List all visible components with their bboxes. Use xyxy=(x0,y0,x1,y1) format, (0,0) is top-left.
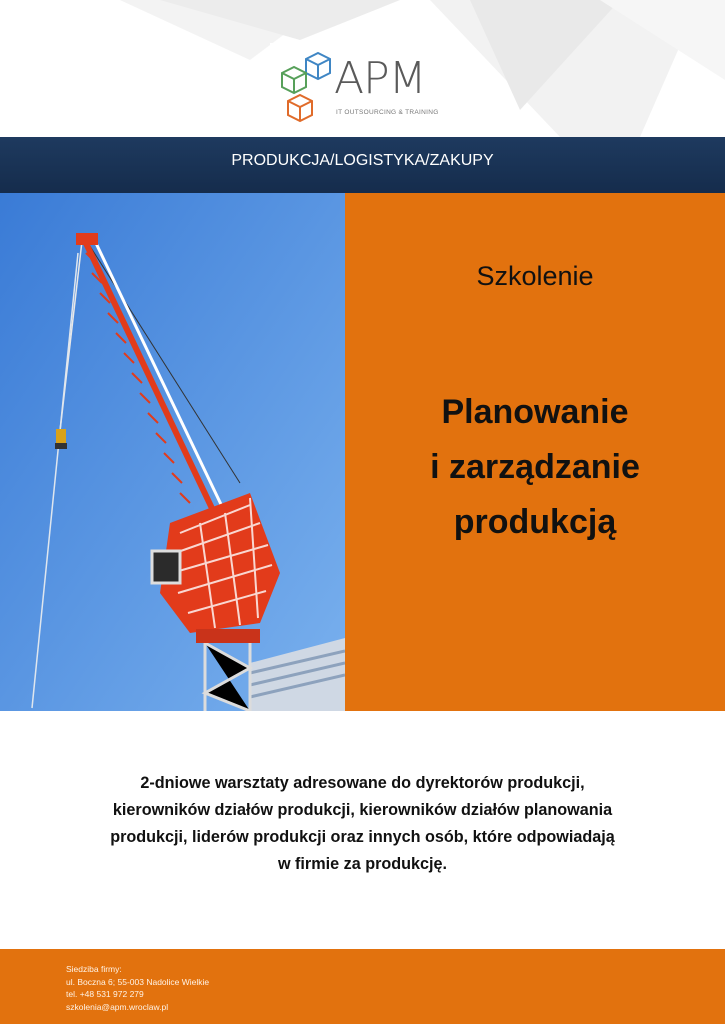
address-heading: Siedziba firmy: xyxy=(66,964,122,974)
cube-logo-icon xyxy=(276,51,338,131)
apm-logo xyxy=(270,43,443,137)
description-line: kierowników działów produkcji, kierowników działów planowania xyxy=(112,801,613,819)
address-street: ul. Boczna 6; 55-003 Nadolice Wielkie xyxy=(66,976,210,987)
email-link[interactable]: szkolenia@apm.wroclaw.pl xyxy=(66,1001,169,1012)
description-line: 2-dniowe warsztaty adresowane do dyrektorów produkcji, xyxy=(140,774,585,792)
crane-photo xyxy=(0,193,345,711)
description-line: w firmie za produkcję. xyxy=(277,855,448,873)
title-line-1: Planowanie xyxy=(441,393,629,431)
course-description xyxy=(60,770,665,878)
course-title xyxy=(345,385,725,550)
description-line: produkcji, liderów produkcji oraz innych osób, które odpowiadają xyxy=(110,828,615,846)
logo-wordmark: APM xyxy=(334,53,426,104)
training-kicker: Szkolenie xyxy=(476,261,594,291)
company-address xyxy=(66,963,209,1013)
footer xyxy=(0,949,725,1024)
logo-tagline: IT OUTSOURCING & TRAINING xyxy=(336,109,439,116)
title-panel xyxy=(345,193,725,711)
title-line-2: i zarządzanie xyxy=(430,448,640,486)
title-line-3: produkcją xyxy=(453,503,617,541)
phone-number: tel. +48 531 972 279 xyxy=(66,989,144,999)
category-label: PRODUKCJA/LOGISTYKA/ZAKUPY xyxy=(231,152,494,169)
crane-illustration xyxy=(0,193,345,711)
category-bar xyxy=(0,137,725,193)
